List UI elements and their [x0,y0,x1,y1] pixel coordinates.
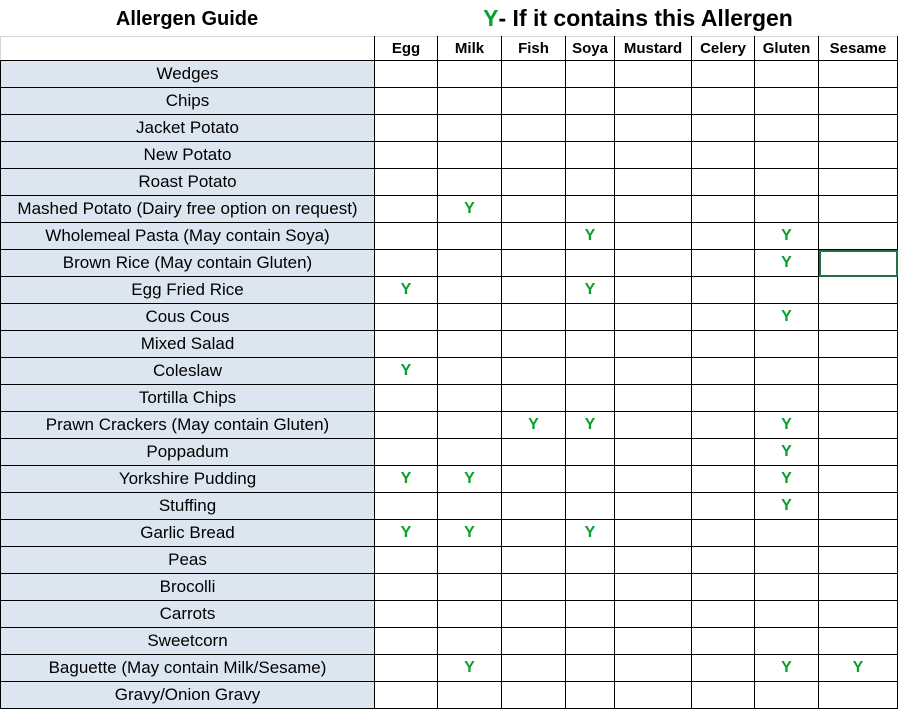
allergen-cell-mustard[interactable] [615,277,692,304]
allergen-cell-sesame[interactable] [819,385,898,412]
allergen-cell-celery[interactable] [692,655,755,682]
allergen-cell-celery[interactable] [692,439,755,466]
allergen-cell-mustard[interactable] [615,601,692,628]
food-name-cell[interactable]: New Potato [1,142,375,169]
allergen-cell-sesame[interactable] [819,277,898,304]
table-row [1,196,898,223]
food-name-cell[interactable]: Gravy/Onion Gravy [1,682,375,709]
allergen-cell-mustard[interactable] [615,655,692,682]
food-name-cell[interactable]: Prawn Crackers (May contain Gluten) [1,412,375,439]
allergen-cell-sesame[interactable] [819,547,898,574]
food-name-cell[interactable]: Cous Cous [1,304,375,331]
allergen-cell-gluten[interactable] [755,520,819,547]
allergen-cell-mustard[interactable] [615,304,692,331]
allergen-cell-gluten[interactable] [755,277,819,304]
allergen-cell-celery[interactable] [692,601,755,628]
allergen-cell-milk[interactable] [438,331,502,358]
allergen-cell-celery[interactable] [692,412,755,439]
allergen-cell-fish[interactable] [502,277,566,304]
allergen-cell-milk[interactable] [438,142,502,169]
allergen-cell-gluten[interactable] [755,331,819,358]
allergen-cell-milk[interactable] [438,250,502,277]
allergen-cell-egg[interactable] [375,115,438,142]
allergen-cell-soya[interactable] [566,574,615,601]
table-row [1,547,898,574]
allergen-cell-celery[interactable] [692,358,755,385]
allergen-cell-mustard[interactable] [615,466,692,493]
allergen-cell-soya[interactable] [566,88,615,115]
allergen-cell-fish[interactable] [502,547,566,574]
allergen-cell-soya[interactable] [566,196,615,223]
allergen-cell-celery[interactable] [692,169,755,196]
allergen-cell-soya[interactable] [566,466,615,493]
allergen-cell-mustard[interactable] [615,61,692,88]
allergen-cell-mustard[interactable] [615,682,692,709]
food-name-cell[interactable]: Roast Potato [1,169,375,196]
allergen-cell-gluten[interactable] [755,574,819,601]
allergen-cell-mustard[interactable] [615,142,692,169]
allergen-cell-mustard[interactable] [615,547,692,574]
allergen-cell-egg[interactable] [375,223,438,250]
allergen-cell-sesame[interactable] [819,196,898,223]
allergen-cell-gluten[interactable]: Y [755,493,819,520]
allergen-cell-celery[interactable] [692,466,755,493]
allergen-cell-egg[interactable] [375,655,438,682]
allergen-cell-sesame[interactable] [819,331,898,358]
allergen-cell-milk[interactable] [438,628,502,655]
allergen-cell-gluten[interactable] [755,601,819,628]
allergen-cell-gluten[interactable]: Y [755,412,819,439]
allergen-cell-fish[interactable] [502,304,566,331]
food-name-cell[interactable]: Stuffing [1,493,375,520]
food-name-cell[interactable]: Wedges [1,61,375,88]
allergen-cell-mustard[interactable] [615,520,692,547]
allergen-cell-mustard[interactable] [615,169,692,196]
legend-mark: Y [483,4,499,31]
allergen-cell-celery[interactable] [692,61,755,88]
allergen-cell-celery[interactable] [692,628,755,655]
allergen-cell-fish[interactable] [502,142,566,169]
table-row [1,466,898,493]
allergen-cell-celery[interactable] [692,385,755,412]
allergen-cell-fish[interactable] [502,196,566,223]
allergen-cell-sesame[interactable] [819,439,898,466]
allergen-cell-soya[interactable]: Y [566,412,615,439]
allergen-cell-celery[interactable] [692,250,755,277]
allergen-cell-mustard[interactable] [615,88,692,115]
table-row [1,385,898,412]
table-row [1,250,898,277]
food-name-cell[interactable]: Jacket Potato [1,115,375,142]
allergen-cell-fish[interactable] [502,466,566,493]
allergen-cell-gluten[interactable] [755,628,819,655]
food-name-cell[interactable]: Baguette (May contain Milk/Sesame) [1,655,375,682]
allergen-cell-egg[interactable] [375,196,438,223]
allergen-cell-egg[interactable] [375,439,438,466]
allergen-cell-milk[interactable] [438,682,502,709]
header-celery[interactable]: Celery [692,37,755,61]
food-name-cell[interactable]: Mashed Potato (Dairy free option on request) [1,196,375,223]
allergen-cell-mustard[interactable] [615,493,692,520]
allergen-cell-fish[interactable] [502,169,566,196]
allergen-cell-gluten[interactable] [755,547,819,574]
allergen-cell-milk[interactable] [438,439,502,466]
allergen-cell-milk[interactable] [438,277,502,304]
allergen-cell-gluten[interactable] [755,115,819,142]
allergen-cell-gluten[interactable]: Y [755,439,819,466]
allergen-cell-milk[interactable]: Y [438,466,502,493]
allergen-cell-fish[interactable] [502,520,566,547]
allergen-cell-soya[interactable] [566,628,615,655]
allergen-cell-sesame[interactable] [819,466,898,493]
header-gluten[interactable]: Gluten [755,37,819,61]
table-body [1,61,898,709]
table-row [1,628,898,655]
allergen-cell-sesame[interactable] [819,493,898,520]
allergen-cell-egg[interactable]: Y [375,277,438,304]
allergen-cell-egg[interactable] [375,412,438,439]
allergen-cell-soya[interactable] [566,682,615,709]
allergen-cell-egg[interactable] [375,61,438,88]
allergen-cell-gluten[interactable] [755,196,819,223]
allergen-cell-fish[interactable] [502,250,566,277]
table-row [1,655,898,682]
allergen-cell-celery[interactable] [692,196,755,223]
food-name-cell[interactable]: Mixed Salad [1,331,375,358]
allergen-cell-sesame[interactable] [819,628,898,655]
allergen-cell-milk[interactable] [438,304,502,331]
allergen-cell-egg[interactable] [375,493,438,520]
legend-text: - If it contains this Allergen [498,4,793,31]
allergen-cell-soya[interactable] [566,655,615,682]
allergen-cell-mustard[interactable] [615,358,692,385]
table-row [1,439,898,466]
allergen-cell-milk[interactable] [438,601,502,628]
header-milk[interactable]: Milk [438,37,502,61]
allergen-cell-mustard[interactable] [615,250,692,277]
allergen-cell-milk[interactable] [438,385,502,412]
allergen-cell-celery[interactable] [692,88,755,115]
allergen-cell-sesame[interactable] [819,142,898,169]
allergen-cell-soya[interactable] [566,250,615,277]
allergen-cell-sesame[interactable]: Y [819,655,898,682]
table-row [1,412,898,439]
allergen-cell-fish[interactable] [502,115,566,142]
header-fish[interactable]: Fish [502,37,566,61]
allergen-cell-mustard[interactable] [615,115,692,142]
allergen-cell-fish[interactable] [502,574,566,601]
allergen-cell-mustard[interactable] [615,439,692,466]
allergen-cell-mustard[interactable] [615,412,692,439]
allergen-cell-gluten[interactable] [755,358,819,385]
allergen-cell-sesame[interactable] [819,304,898,331]
table-row [1,277,898,304]
allergen-cell-milk[interactable]: Y [438,520,502,547]
allergen-cell-fish[interactable] [502,61,566,88]
allergen-cell-soya[interactable] [566,61,615,88]
allergen-cell-fish[interactable]: Y [502,412,566,439]
allergen-cell-celery[interactable] [692,304,755,331]
allergen-cell-gluten[interactable]: Y [755,655,819,682]
allergen-cell-egg[interactable]: Y [375,358,438,385]
allergen-cell-egg[interactable] [375,682,438,709]
allergen-cell-gluten[interactable] [755,169,819,196]
allergen-cell-fish[interactable] [502,628,566,655]
allergen-cell-celery[interactable] [692,142,755,169]
table-row [1,61,898,88]
table-row [1,331,898,358]
allergen-cell-gluten[interactable] [755,61,819,88]
allergen-cell-soya[interactable] [566,169,615,196]
allergen-cell-sesame[interactable] [819,169,898,196]
allergen-cell-egg[interactable] [375,331,438,358]
allergen-cell-celery[interactable] [692,331,755,358]
allergen-cell-soya[interactable] [566,493,615,520]
allergen-cell-celery[interactable] [692,493,755,520]
allergen-cell-fish[interactable] [502,223,566,250]
allergen-cell-egg[interactable] [375,385,438,412]
table-row [1,601,898,628]
allergen-cell-egg[interactable] [375,250,438,277]
allergen-cell-milk[interactable] [438,61,502,88]
page-title: Allergen Guide [115,7,259,30]
allergen-cell-mustard[interactable] [615,385,692,412]
food-name-cell[interactable]: Peas [1,547,375,574]
food-name-cell[interactable]: Chips [1,88,375,115]
table-row [1,358,898,385]
table-row [1,169,898,196]
allergen-cell-egg[interactable] [375,169,438,196]
header-row [1,37,898,61]
allergen-cell-celery[interactable] [692,115,755,142]
allergen-cell-celery[interactable] [692,277,755,304]
allergen-cell-fish[interactable] [502,655,566,682]
allergen-cell-egg[interactable]: Y [375,520,438,547]
table-row [1,493,898,520]
allergen-cell-egg[interactable]: Y [375,466,438,493]
allergen-cell-soya[interactable] [566,547,615,574]
allergen-cell-mustard[interactable] [615,223,692,250]
allergen-cell-sesame[interactable] [819,574,898,601]
food-name-cell[interactable]: Sweetcorn [1,628,375,655]
allergen-cell-gluten[interactable] [755,385,819,412]
allergen-cell-soya[interactable] [566,142,615,169]
allergen-cell-milk[interactable] [438,115,502,142]
allergen-cell-soya[interactable] [566,385,615,412]
allergen-cell-soya[interactable]: Y [566,277,615,304]
allergen-cell-soya[interactable] [566,304,615,331]
header-mustard[interactable]: Mustard [615,37,692,61]
allergen-cell-fish[interactable] [502,331,566,358]
allergen-cell-fish[interactable] [502,358,566,385]
allergen-cell-mustard[interactable] [615,196,692,223]
allergen-cell-fish[interactable] [502,682,566,709]
allergen-cell-milk[interactable]: Y [438,655,502,682]
allergen-cell-soya[interactable]: Y [566,520,615,547]
food-name-cell[interactable]: Garlic Bread [1,520,375,547]
food-name-cell[interactable]: Egg Fried Rice [1,277,375,304]
allergen-cell-milk[interactable]: Y [438,196,502,223]
food-name-cell[interactable]: Tortilla Chips [1,385,375,412]
allergen-cell-fish[interactable] [502,88,566,115]
allergen-cell-egg[interactable] [375,304,438,331]
allergen-cell-celery[interactable] [692,223,755,250]
food-name-cell[interactable]: Brown Rice (May contain Gluten) [1,250,375,277]
food-name-cell[interactable]: Wholemeal Pasta (May contain Soya) [1,223,375,250]
allergen-cell-milk[interactable] [438,358,502,385]
allergen-cell-celery[interactable] [692,682,755,709]
food-name-cell[interactable]: Yorkshire Pudding [1,466,375,493]
allergen-cell-mustard[interactable] [615,331,692,358]
table-row [1,115,898,142]
allergen-cell-sesame[interactable] [819,601,898,628]
allergen-cell-fish[interactable] [502,601,566,628]
allergen-cell-fish[interactable] [502,493,566,520]
allergen-table [0,36,898,709]
allergen-cell-sesame[interactable] [819,88,898,115]
header-egg[interactable]: Egg [375,37,438,61]
allergen-cell-mustard[interactable] [615,574,692,601]
food-name-cell[interactable]: Brocolli [1,574,375,601]
allergen-cell-sesame[interactable] [819,412,898,439]
header-sesame[interactable]: Sesame [819,37,898,61]
allergen-cell-milk[interactable] [438,493,502,520]
allergen-cell-egg[interactable] [375,574,438,601]
allergen-cell-soya[interactable] [566,601,615,628]
table-row [1,142,898,169]
allergen-cell-egg[interactable] [375,142,438,169]
allergen-cell-fish[interactable] [502,439,566,466]
allergen-cell-sesame[interactable] [819,358,898,385]
allergen-cell-gluten[interactable]: Y [755,223,819,250]
table-row [1,223,898,250]
table-row [1,574,898,601]
allergen-cell-celery[interactable] [692,520,755,547]
table-row [1,88,898,115]
allergen-cell-gluten[interactable] [755,142,819,169]
allergen-cell-milk[interactable] [438,169,502,196]
allergen-cell-milk[interactable] [438,88,502,115]
allergen-cell-soya[interactable] [566,331,615,358]
food-name-cell[interactable]: Poppadum [1,439,375,466]
allergen-cell-gluten[interactable]: Y [755,466,819,493]
allergen-cell-gluten[interactable] [755,88,819,115]
allergen-cell-egg[interactable] [375,88,438,115]
allergen-cell-egg[interactable] [375,547,438,574]
allergen-cell-soya[interactable] [566,358,615,385]
allergen-cell-gluten[interactable] [755,682,819,709]
allergen-cell-milk[interactable] [438,547,502,574]
allergen-cell-soya[interactable] [566,115,615,142]
header-corner-cell[interactable] [1,37,375,61]
allergen-cell-gluten[interactable]: Y [755,304,819,331]
allergen-cell-milk[interactable] [438,223,502,250]
allergen-cell-milk[interactable] [438,574,502,601]
allergen-cell-sesame[interactable] [819,520,898,547]
allergen-cell-soya[interactable] [566,439,615,466]
table-row [1,682,898,709]
allergen-cell-celery[interactable] [692,574,755,601]
header-soya[interactable]: Soya [566,37,615,61]
food-name-cell[interactable]: Coleslaw [1,358,375,385]
allergen-cell-mustard[interactable] [615,628,692,655]
allergen-cell-sesame[interactable] [819,223,898,250]
food-name-cell[interactable]: Carrots [1,601,375,628]
allergen-cell-milk[interactable] [438,412,502,439]
allergen-cell-egg[interactable] [375,628,438,655]
allergen-cell-sesame[interactable] [819,61,898,88]
allergen-cell-celery[interactable] [692,547,755,574]
legend [378,0,898,36]
table-row [1,304,898,331]
allergen-cell-egg[interactable] [375,601,438,628]
allergen-cell-sesame[interactable] [819,250,898,277]
table-row [1,520,898,547]
allergen-cell-soya[interactable]: Y [566,223,615,250]
allergen-cell-gluten[interactable]: Y [755,250,819,277]
allergen-cell-sesame[interactable] [819,682,898,709]
allergen-cell-fish[interactable] [502,385,566,412]
allergen-cell-sesame[interactable] [819,115,898,142]
